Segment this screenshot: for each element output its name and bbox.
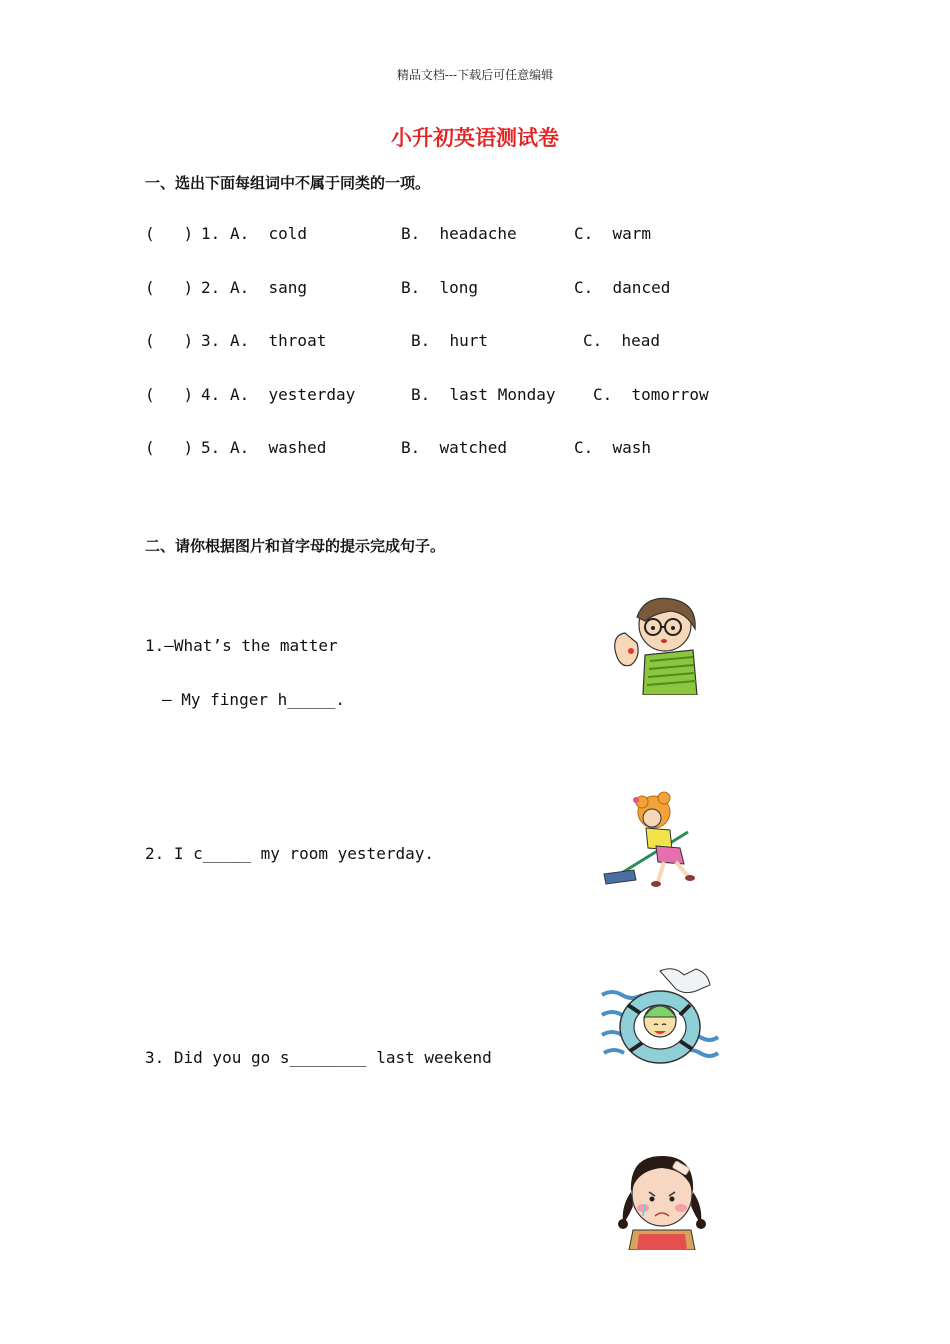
answer-bracket[interactable]: ( ) [145, 438, 194, 457]
question-row-1 [145, 224, 845, 248]
option-b: B. hurt [411, 331, 489, 350]
q3-sentence: 3. Did you go s________ last weekend [145, 1048, 492, 1067]
option-a: A. yesterday [230, 385, 356, 404]
q1-line1: 1.—What’s the matter [145, 636, 338, 655]
option-c: C. wash [574, 438, 652, 457]
q2-sentence: 2. I c_____ my room yesterday. [145, 844, 434, 863]
option-b: B. last Monday [411, 385, 556, 404]
option-b: B. long [401, 278, 479, 297]
question-number: 1. [201, 224, 221, 243]
option-b: B. headache [401, 224, 517, 243]
swimming-boy-image [600, 965, 720, 1070]
option-c: C. tomorrow [593, 385, 709, 404]
question-row-2 [145, 278, 845, 302]
mopping-girl-image [600, 790, 700, 890]
answer-bracket[interactable]: ( ) [145, 278, 194, 297]
answer-bracket[interactable]: ( ) [145, 224, 194, 243]
page-title: 小升初英语测试卷 [391, 125, 559, 150]
option-a: A. cold [230, 224, 308, 243]
q1-line2: — My finger h_____. [162, 690, 346, 709]
sick-girl-image [615, 1150, 710, 1250]
hurt-finger-boy-image [605, 595, 705, 695]
option-a: A. washed [230, 438, 327, 457]
question-number: 5. [201, 438, 221, 457]
option-a: A. throat [230, 331, 327, 350]
option-c: C. head [583, 331, 661, 350]
option-c: C. warm [574, 224, 652, 243]
question-number: 2. [201, 278, 221, 297]
question-row-3 [145, 331, 845, 355]
answer-bracket[interactable]: ( ) [145, 331, 194, 350]
question-row-4 [145, 385, 865, 409]
answer-bracket[interactable]: ( ) [145, 385, 194, 404]
option-a: A. sang [230, 278, 308, 297]
option-c: C. danced [574, 278, 671, 297]
section2-heading: 二、请你根据图片和首字母的提示完成句子。 [145, 537, 446, 555]
section1-heading: 一、选出下面每组词中不属于同类的一项。 [145, 174, 431, 192]
header-note: 精品文档---下载后可任意编辑 [396, 68, 554, 82]
option-b: B. watched [401, 438, 507, 457]
question-row-5 [145, 438, 845, 462]
question-number: 4. [201, 385, 221, 404]
question-number: 3. [201, 331, 221, 350]
